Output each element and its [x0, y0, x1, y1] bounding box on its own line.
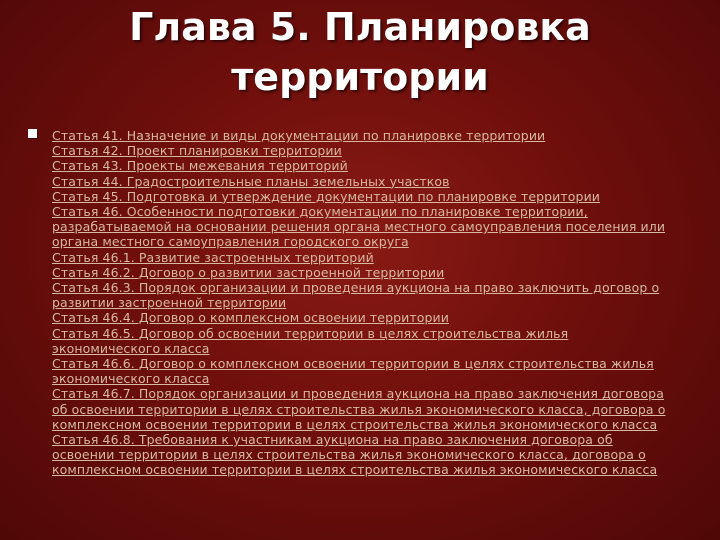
title-line-1: Глава 5. Планировка [129, 5, 591, 49]
article-link-46[interactable]: Статья 46. Особенности подготовки документации по планировке территории, разрабатываемой на основании решения органа местного самоуправления поселения или органа местного самоуправления городского округа [52, 204, 666, 250]
article-link-46-4[interactable]: Статья 46.4. Договор о комплексном освоении территории [52, 310, 449, 326]
article-link-42[interactable]: Статья 42. Проект планировки территории [52, 143, 342, 159]
article-link-41[interactable]: Статья 41. Назначение и виды документации по планировке территории [52, 128, 546, 143]
article-links [52, 128, 672, 478]
article-link-46-7[interactable]: Статья 46.7. Порядок организации и проведения аукциона на право заключения договора об освоении территории в целях строительства жилья экономического класса, договора о комплексном освоении территории в целях строительства жилья экономического класса [52, 386, 666, 432]
article-link-46-8[interactable]: Статья 46.8. Требования к участникам аукциона на право заключения договора об освоении территории в целях строительства жилья экономического класса, договора о комплексном освоении территории в целях строительства жилья экономического класса [52, 432, 658, 478]
article-link-46-5[interactable]: Статья 46.5. Договор об освоении территории в целях строительства жилья экономического класса [52, 325, 569, 356]
article-link-45[interactable]: Статья 45. Подготовка и утверждение документации по планировке территории [52, 188, 601, 204]
article-link-46-1[interactable]: Статья 46.1. Развитие застроенных территорий [52, 249, 374, 265]
article-link-46-6[interactable]: Статья 46.6. Договор о комплексном освоении территории в целях строительства жилья экономического класса [52, 356, 654, 387]
slide-title [60, 2, 660, 102]
article-link-43[interactable]: Статья 43. Проекты межевания территорий [52, 158, 348, 174]
square-bullet-icon [28, 129, 37, 138]
article-link-46-2[interactable]: Статья 46.2. Договор о развитии застроенной территории [52, 264, 445, 280]
article-link-44[interactable]: Статья 44. Градостроительные планы земельных участков [52, 173, 450, 189]
title-line-2: территории [231, 55, 489, 99]
article-link-46-3[interactable]: Статья 46.3. Порядок организации и проведения аукциона на право заключить договор о развитии застроенной территории [52, 280, 660, 311]
